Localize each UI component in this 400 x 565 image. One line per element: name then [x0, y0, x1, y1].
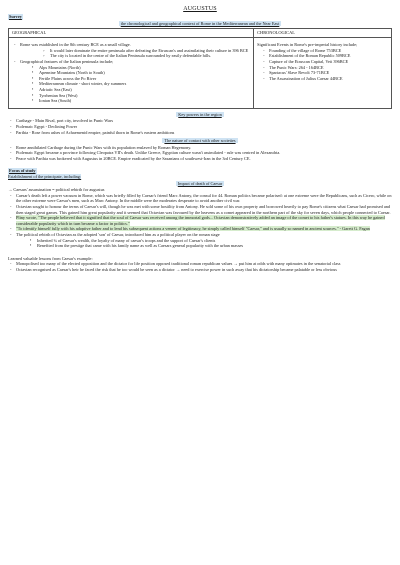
geo-list: [12, 42, 250, 104]
inheritance-item: ▪ Inherited ¾ of Caesar's wealth, the loyalty of many of caesar's troops and the support of Caesar's clients: [30, 238, 392, 244]
relations-heading: The nature of contact with other societies: [164, 138, 236, 144]
chrono-item: - The Punic Wars: 264 - 164BCE: [261, 65, 388, 71]
inheritance-item: ▪ Benefited from the prestige that came with his family name as well as Caesars general popularity with the urban masses: [30, 243, 392, 249]
lessons-list: [8, 261, 392, 272]
survey-subtitle: the chronological and geographical context of Rome in the Mediterranean and the Near East: [120, 20, 280, 26]
focus-sublabel: Establishment of the principate, including:: [8, 174, 82, 180]
relation-item: - Rome annihilated Carthage during the Punic Wars with its population enslaved by Roman Hegemony.: [8, 145, 392, 151]
document-page: [0, 0, 400, 273]
geo-feature: ▪ Ionian Sea (South): [32, 98, 250, 104]
impact-item: - Caesar's death left a power vacuum in Rome, which was briefly filled by Caesar's friend Marc Antony, the consul for 44. Roman politics became polarised: at one extreme were the Republicans, such as Cicero, while on the other extreme were Caesar's men, such as Marc Antony. In the middle were the moderates desperate to avoid another civil war.: [8, 193, 392, 204]
geographical-cell: [9, 38, 254, 109]
impact-item: - Octavian sought to honour the terms of Caesar's will, though he was met with some hostility from Antony. He sold some of his own property and borrowed heavily to pay Rome's citizens what Caesar had promised and then staged great games. This gained him great popularity and it seemed that Octavian was favoured by the heavens as a comet appeared in the northern part of the sky for seven days, which people connected to Caesar.: [8, 204, 392, 215]
chrono-item: - Establishment of the Roman Republic 509BCE: [261, 53, 388, 59]
geo-feature: ▪ Fertile Plains across the Po River: [32, 76, 250, 82]
relations-list: [8, 145, 392, 162]
geographical-header: GEOGRAPHICAL: [9, 29, 254, 38]
impact-list: [8, 193, 392, 249]
impact-item: - The political rebirth of Octavian as the adopted 'son' of Caesar, introduced him as a political player on the roman stage ▪ Inherited ¾ of Caesar's wealth, the loyalty of many of caesar's troops and the support of Caesar's clients ▪ Benefited from the prestige that came with his family name as well as Caesars general popularity with the urban masses: [8, 232, 392, 249]
key-powers-heading: Key powers in the region: [178, 111, 222, 117]
chronological-header: CHRONOLOGICAL: [254, 29, 392, 38]
chrono-item: - Founding of the village of Rome 753BCE: [261, 48, 388, 54]
chrono-item: - Spartacus' Slave Revolt 73-71BCE: [261, 70, 388, 76]
key-powers-heading-row: [8, 112, 392, 118]
survey-table: [8, 28, 392, 109]
focus-label: Focus of study: [9, 168, 36, 174]
chrono-item: - The Assassination of Julius Caesar 44BCE: [261, 76, 388, 82]
impact-heading-row: [8, 181, 392, 187]
geo-feature: ▪ Mediterranean climate - short winter, dry summers: [32, 81, 250, 87]
key-power-item: - Ptolemaic Egypt - Declining Power: [8, 124, 392, 130]
key-power-item: - Carthage - Main Rival, port city, involved in Punic Wars: [8, 118, 392, 124]
impact-quote-pliny: - Pliny wrote, "The people believed that it signified that the soul of Caesar was received among the immortal gods... Octavian demonstratively added an image of the comet to his father's statues. In this way he gained considerable popularity which in turn became a factor in politics.": [8, 215, 392, 226]
geo-item: - Geographical features of the Italian peninsula include; ▪ Alps Mountains (North) ▪ Apennine Mountains (North to South) ▪ Fertile Plains across the Po River ▪ Mediterranean climate - short winter, dry summers ▪ Adriatic Sea (East) ▪ Tyrrhenian Sea (West) ▪ Ionian Sea (South): [12, 59, 250, 104]
geo-feature: ▪ Tyrrhenian Sea (West): [32, 93, 250, 99]
key-powers-list: [8, 118, 392, 135]
chrono-intro: Significant Events in Rome's pre-imperial history include;: [257, 42, 358, 48]
page-title: AUGUSTUS: [183, 6, 217, 12]
assassination-arrow-line: → Caesars' assassination = political rebirth for augustus: [8, 187, 105, 193]
relation-item: - Peace with Parthia was brokered with Augustus in 20BCE. Empire eradicated by the Sasanians of southwest-Iran in the 3rd Century CE.: [8, 156, 392, 162]
lesson-item: - Monopolised too many of the elected opposition and the dictator for life position opposed traditional roman republican values → put him at odds with many optimates in the senatorial class: [8, 261, 392, 267]
geo-item: - Rome was established in the 8th century BCE as a small village. ◦ It would later dominate the entire peninsula after defeating the Etruscan's and assimilating their culture in 396 BCE ◦ The city is located in the centre of the Italian Peninsula surrounded by easily defendable hills.: [12, 42, 250, 59]
survey-label: Survey: [9, 14, 22, 19]
survey-subtitle-row: [8, 21, 392, 27]
impact-heading: Impact of death of Caesar: [177, 180, 223, 186]
geo-sub-item: ◦ The city is located in the centre of the Italian Peninsula surrounded by easily defendable hills.: [42, 53, 250, 59]
chrono-list: [257, 48, 388, 82]
geo-feature: ▪ Apennine Mountains (North to South): [32, 70, 250, 76]
impact-quote-fagan: - "To identify himself fully with his adoptive father and to lend his subsequent actions a veneer of legitimacy, he simply called himself "Caesar," and is usually so named in ancient sources." - Garett G. Fagan: [8, 226, 392, 232]
chrono-item: - Capture of the Etruscan Capital, Veii 396BCE: [261, 59, 388, 65]
relations-heading-row: [8, 138, 392, 144]
chronological-cell: [254, 38, 392, 109]
geo-sublist-features: [20, 65, 250, 104]
key-power-item: - Parthia - Rose from ashes of Achaemenid empire, painful thorn in Rome's eastern ambitions: [8, 130, 392, 136]
lessons-heading: Learned valuable lessons from Caesar's example:: [8, 255, 93, 261]
inheritance-sublist: [16, 238, 392, 249]
geo-feature: ▪ Adriatic Sea (East): [32, 87, 250, 93]
geo-sublist-history: [20, 48, 250, 59]
relation-item: - Ptolemaic Egypt became a province following Cleopatra VII's death. Unlike Greece, Egyptian culture wasn't assimilated - rule was centred in Alexandria.: [8, 150, 392, 156]
geo-feature: ▪ Alps Mountains (North): [32, 65, 250, 71]
geo-sub-item: ◦ It would later dominate the entire peninsula after defeating the Etruscan's and assimilating their culture in 396 BCE: [42, 48, 250, 54]
lesson-item: - Octavian recognised as Caesar's heir he faced the risk that he too would be seen as a dictator → need to exercise power in such away that his dictatorship became palatable or less obvious: [8, 267, 392, 273]
